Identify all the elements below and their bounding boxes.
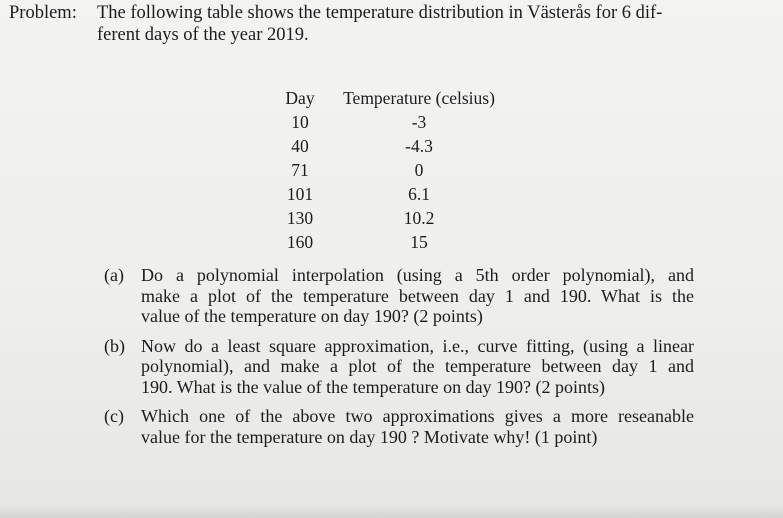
- problem-line: The following table shows the temperature distribution in Västerås for 6 dif-: [97, 3, 663, 23]
- table-row: [270, 182, 508, 206]
- question-text: [141, 406, 694, 447]
- question-line: make a plot of the temperature between day 1 and 190. What is the: [141, 285, 694, 306]
- temperature-cell: 15: [410, 232, 428, 252]
- column-header-day: Day: [285, 88, 315, 108]
- question-list: [104, 265, 694, 456]
- day-cell: 101: [286, 184, 314, 204]
- table-row: [270, 230, 508, 254]
- question-label: (a): [104, 265, 124, 285]
- problem-statement: [97, 2, 717, 46]
- question-line: Which one of the above two approximations gives a more reseanable: [141, 406, 694, 426]
- question-line: value of the temperature on day 190? (2 points): [141, 306, 483, 326]
- question-text: [141, 265, 694, 327]
- problem-label: Problem:: [9, 3, 77, 23]
- temperature-table: [270, 86, 508, 254]
- temperature-cell: -4.3: [405, 136, 433, 156]
- day-cell: 71: [291, 160, 309, 180]
- question-line: value for the temperature on day 190 ? Motivate why! (1 point): [141, 426, 598, 447]
- question-line: polynomial), and make a plot of the temperature between day 1 and: [141, 356, 694, 376]
- column-header-temperature: Temperature (celsius): [343, 88, 495, 108]
- question-text: [141, 336, 694, 398]
- question-line: Now do a least square approximation, i.e., curve fitting, (using a linear: [141, 335, 694, 356]
- temperature-cell: 10.2: [403, 208, 435, 228]
- temperature-cell: -3: [411, 112, 427, 132]
- question-b: [104, 336, 694, 398]
- question-a: [104, 265, 694, 327]
- question-label: (b): [104, 335, 125, 356]
- table-row: [270, 158, 508, 182]
- question-line: Do a polynomial interpolation (using a 5th order polynomial), and: [141, 265, 694, 285]
- question-line: 190. What is the value of the temperature on day 190? (2 points): [141, 376, 606, 397]
- question-c: [104, 406, 694, 447]
- table-row: [270, 206, 508, 230]
- table-row: [270, 110, 508, 134]
- day-cell: 160: [286, 232, 314, 252]
- table-row: [270, 134, 508, 158]
- question-label: (c): [104, 406, 124, 426]
- day-cell: 10: [291, 112, 309, 132]
- day-cell: 130: [286, 208, 314, 228]
- problem-line: ferent days of the year 2019.: [97, 25, 309, 45]
- temperature-cell: 6.1: [408, 184, 430, 204]
- page-shadow: [0, 504, 783, 518]
- day-cell: 40: [291, 136, 309, 156]
- temperature-cell: 0: [414, 160, 424, 180]
- table-header-row: [270, 86, 508, 110]
